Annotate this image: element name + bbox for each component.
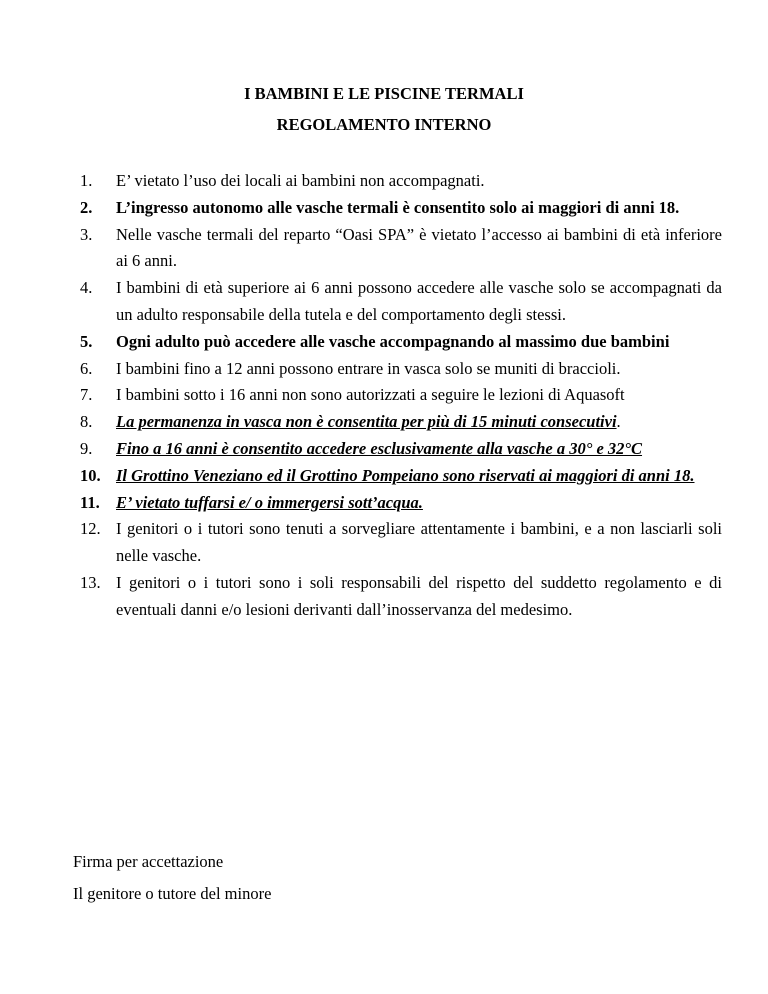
rule-text: I bambini fino a 12 anni possono entrare in vasca solo se muniti di braccioli.: [116, 358, 621, 378]
rule-text: La permanenza in vasca non è consentita per più di 15 minuti consecutivi: [116, 412, 617, 432]
rule-text: I genitori o i tutori sono i soli responsabili del rispetto del suddetto regolamento e di eventuali danni e/o lesioni derivanti dall’inosservanza del medesimo.: [116, 572, 722, 619]
rule-number: 10.: [80, 465, 101, 485]
rule-item: [80, 356, 722, 383]
rule-text: I bambini di età superiore ai 6 anni possono accedere alle vasche solo se accompagnati da un adulto responsabile della tutela e del comportamento degli stessi.: [116, 278, 722, 324]
rule-number: 2.: [80, 197, 93, 217]
rule-text: I genitori o i tutori sono tenuti a sorvegliare attentamente i bambini, e a non lasciarli soli nelle vasche.: [116, 519, 722, 566]
rule-item: [80, 516, 722, 570]
rule-item: [80, 168, 722, 195]
rule-item: [80, 490, 722, 517]
rule-item: [80, 409, 722, 436]
rule-text: L’ingresso autonomo alle vasche termali è consentito solo ai maggiori di anni 18.: [116, 197, 680, 217]
rule-text: Ogni adulto può accedere alle vasche accompagnando al massimo due bambini: [116, 331, 670, 351]
rule-item: [80, 275, 722, 329]
rule-text: Il Grottino Veneziano ed il Grottino Pompeiano sono riservati ai maggiori di anni 18.: [116, 465, 695, 485]
rule-item: [80, 222, 722, 276]
signature-block: [73, 846, 271, 910]
rule-number: 8.: [80, 412, 93, 432]
document-subtitle: REGOLAMENTO INTERNO: [276, 115, 492, 134]
rule-item: [80, 195, 722, 222]
rule-text: E’ vietato l’uso dei locali ai bambini non accompagnati.: [116, 171, 485, 190]
rule-number: 5.: [80, 331, 93, 351]
rule-item: [80, 463, 722, 490]
rule-number: 3.: [80, 224, 93, 244]
rule-item: [80, 329, 722, 356]
rule-number: 1.: [80, 171, 93, 190]
rule-number: 7.: [80, 385, 93, 405]
signature-label: Firma per accettazione: [73, 852, 224, 871]
rule-number: 6.: [80, 358, 93, 378]
rules-list: [80, 168, 722, 624]
rule-number: 9.: [80, 438, 93, 458]
rule-number: 4.: [80, 278, 93, 298]
rule-item: [80, 570, 722, 624]
document-title: I BAMBINI E LE PISCINE TERMALI: [244, 84, 524, 103]
rule-number: 11.: [80, 492, 100, 512]
rule-number: 12.: [80, 519, 101, 539]
rule-text: Nelle vasche termali del reparto “Oasi SPA” è vietato l’accesso ai bambini di età inferiore ai 6 anni.: [116, 224, 722, 271]
rule-suffix: .: [616, 412, 621, 432]
rule-number: 13.: [80, 572, 101, 592]
rule-item: [80, 436, 722, 463]
rule-item: [80, 382, 722, 409]
rule-text: E’ vietato tuffarsi e/ o immergersi sott’acqua.: [116, 492, 423, 512]
rule-text: I bambini sotto i 16 anni non sono autorizzati a seguire le lezioni di Aquasoft: [116, 385, 625, 405]
rule-text: Fino a 16 anni è consentito accedere esclusivamente alla vasche a 30° e 32°C: [116, 438, 643, 458]
signature-guardian-label: Il genitore o tutore del minore: [73, 884, 272, 903]
